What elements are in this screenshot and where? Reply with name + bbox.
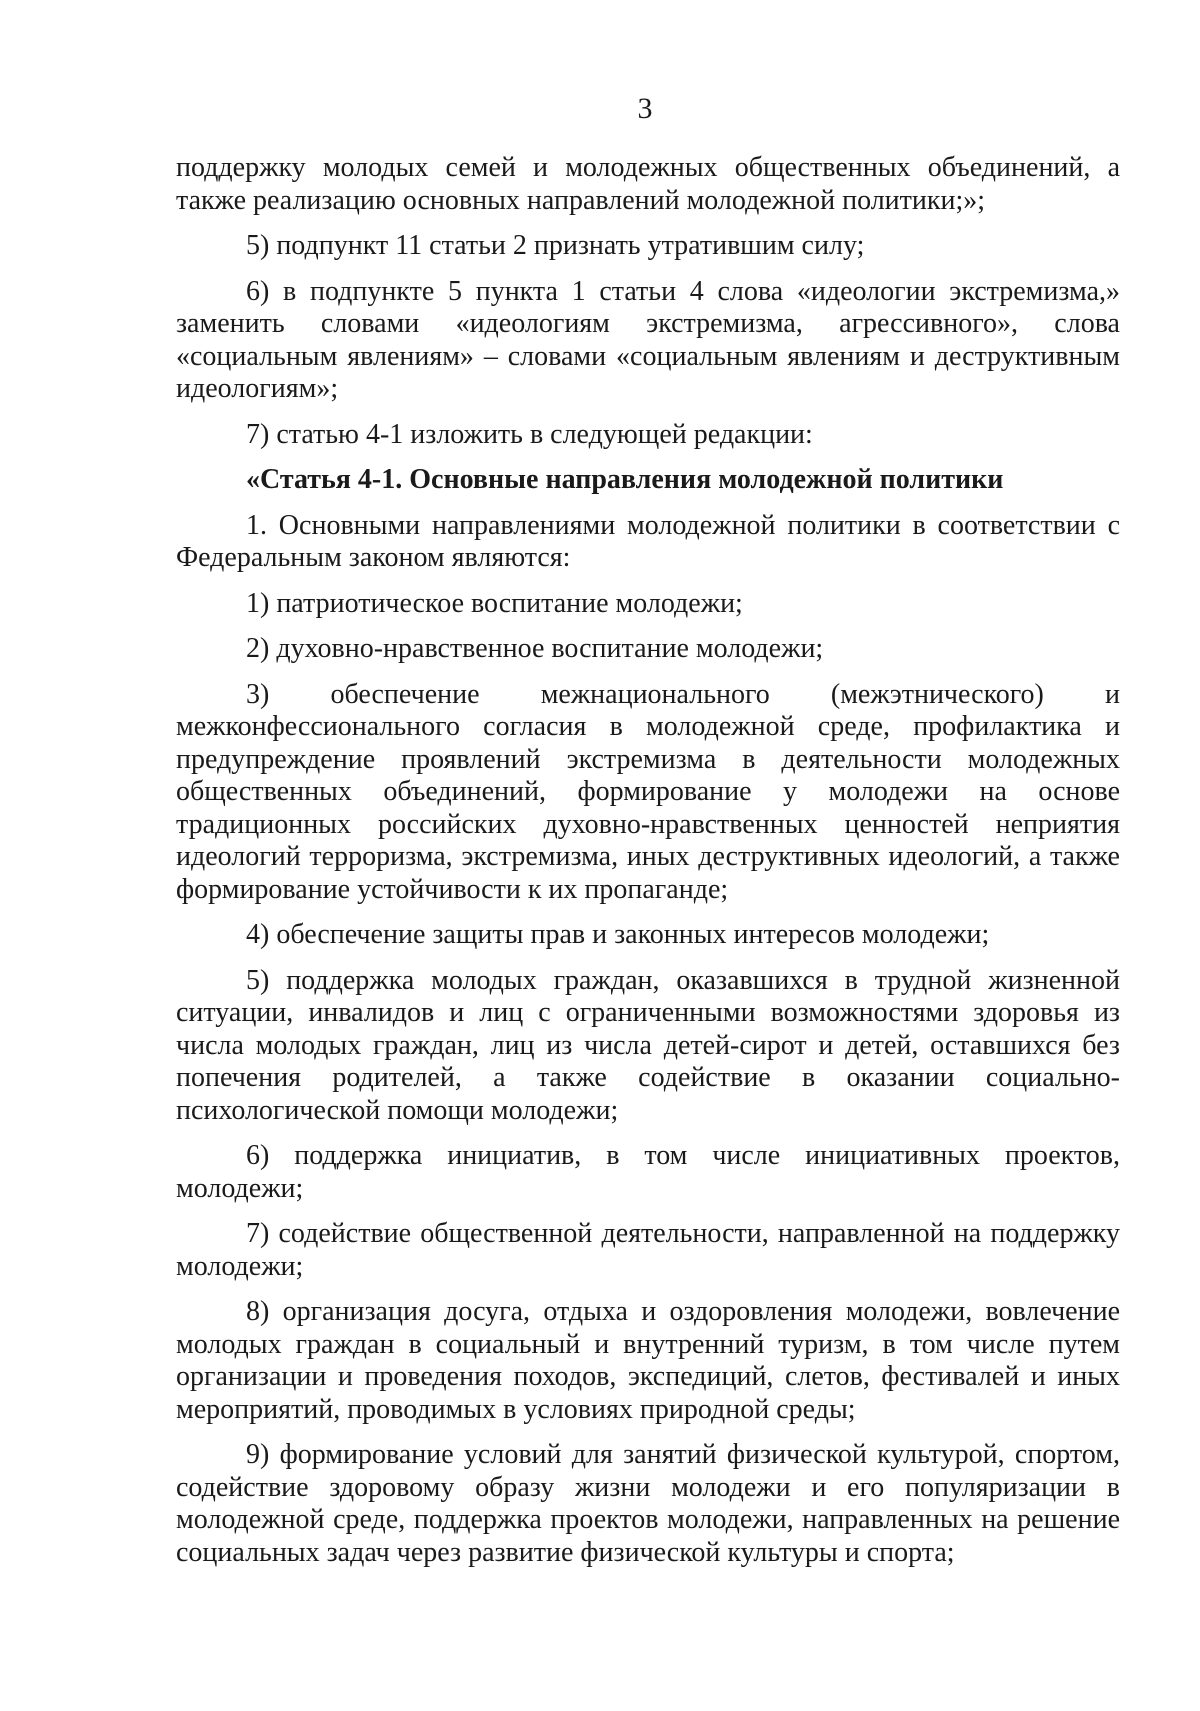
paragraph: 1. Основными направлениями молодежной политики в соответствии с Федеральным законом являются: bbox=[176, 509, 1120, 573]
paragraph: 5) подпункт 11 статьи 2 признать утратившим силу; bbox=[246, 230, 865, 261]
paragraph: 6) поддержка инициатив, в том числе инициативных проектов, молодежи; bbox=[176, 1140, 1120, 1204]
document-body bbox=[176, 152, 1120, 1582]
paragraph: 7) содействие общественной деятельности, направленной на поддержку молодежи; bbox=[176, 1218, 1120, 1282]
paragraph: 9) формирование условий для занятий физической культурой, спортом, содействие здоровому образу жизни молодежи и его популяризации в молодежной среде, поддержка проектов молодежи, направленных на решение социальных задач через развитие физической культуры и спорта; bbox=[176, 1439, 1120, 1568]
paragraph: 3) обеспечение межнационального (межэтнического) и межконфессионального согласия в молодежной среде, профилактика и предупреждение проявлений экстремизма в деятельности молодежных общественных объединений, формирование у молодежи на основе традиционных российских духовно-нравственных ценностей неприятия идеологий терроризма, экстремизма, иных деструктивных идеологий, а также формирование устойчивости к их пропаганде; bbox=[176, 678, 1120, 905]
paragraph: 5) поддержка молодых граждан, оказавшихся в трудной жизненной ситуации, инвалидов и лиц с ограниченными возможностями здоровья из числа молодых граждан, лиц из числа детей-сирот и детей, оставшихся без попечения родителей, а также содействие в оказании социально-психологической помощи молодежи; bbox=[176, 964, 1120, 1126]
paragraph: 1) патриотическое воспитание молодежи; bbox=[246, 587, 743, 619]
paragraph: 4) обеспечение защиты прав и законных интересов молодежи; bbox=[246, 919, 990, 950]
paragraph: 2) духовно-нравственное воспитание молодежи; bbox=[246, 633, 824, 664]
page-number: 3 bbox=[637, 92, 653, 125]
paragraph: 8) организация досуга, отдыха и оздоровления молодежи, вовлечение молодых граждан в социальный и внутренний туризм, в том числе путем организации и проведения походов, экспедиций, слетов, фестивалей и иных мероприятий, проводимых в условиях природной среды; bbox=[176, 1296, 1120, 1425]
article-heading: «Статья 4-1. Основные направления молодежной политики bbox=[246, 464, 1004, 495]
paragraph: 6) в подпункте 5 пункта 1 статьи 4 слова «идеологии экстремизма,» заменить словами «идеологиям экстремизма, агрессивного», слова «социальным явлениям» – словами «социальным явлениям и деструктивным идеологиям»; bbox=[176, 275, 1120, 404]
paragraph: поддержку молодых семей и молодежных общественных объединений, а также реализацию основных направлений молодежной политики;»; bbox=[176, 152, 1120, 216]
paragraph: 7) статью 4-1 изложить в следующей редакции: bbox=[246, 418, 813, 450]
